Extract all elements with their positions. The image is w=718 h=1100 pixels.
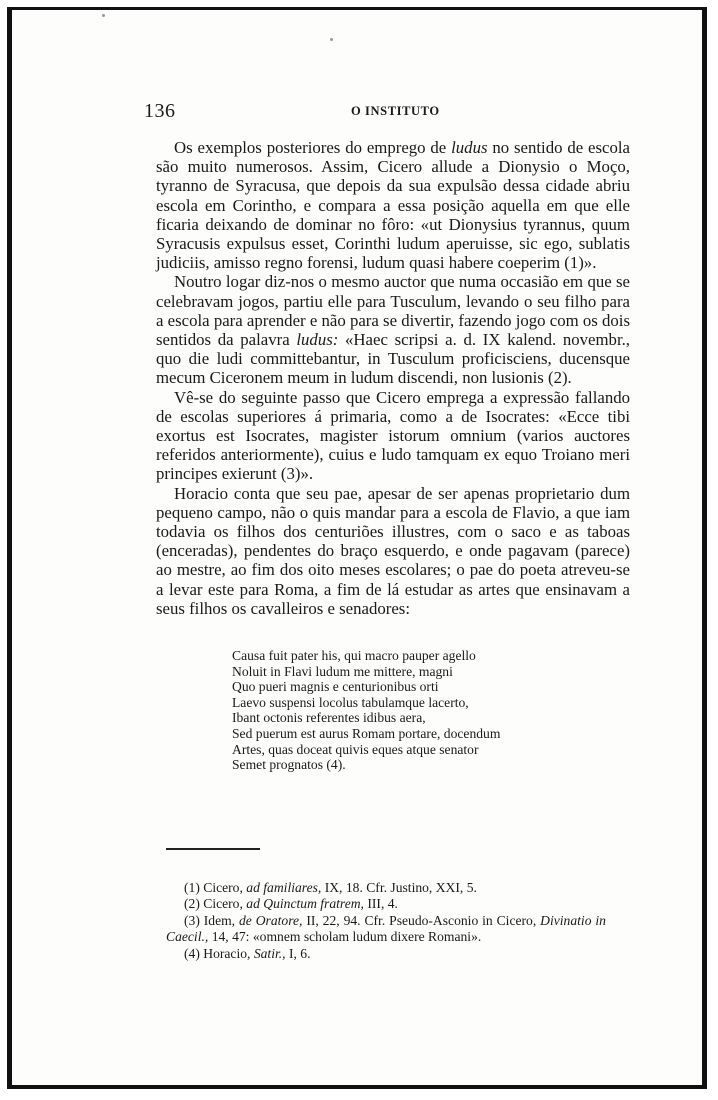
- verse-line: Quo pueri magnis e centurionibus orti: [232, 679, 439, 695]
- text-run: I, 6.: [285, 945, 311, 961]
- verse-line: Semet prognatos (4).: [232, 757, 346, 773]
- verse-line: Noluit in Flavi ludum me mittere, magni: [232, 663, 453, 679]
- paragraph: [156, 138, 630, 272]
- verse-line: Ibant octonis referentes idibus aera,: [232, 710, 426, 726]
- text-run: (3) Idem,: [184, 912, 239, 928]
- text-run: IX, 18. Cfr. Justino, XXI, 5.: [321, 880, 477, 895]
- paragraph: [156, 388, 630, 484]
- footnote: [166, 913, 606, 946]
- text-run: (2) Cicero,: [184, 896, 247, 912]
- italic-text: ludus:: [296, 330, 339, 350]
- running-head: O INSTITUTO: [351, 104, 440, 118]
- italic-text: ludus: [451, 138, 488, 157]
- text-run: Horacio conta que seu pae, apesar de ser apenas proprietario dum pequeno campo, não o quis mandar para a escola de Flavio, a que iam todavia os filhos dos centuriões illustres, com o saco e as taboas (enceradas), pendentes do braço esquerdo, e onde pagavam (parece) ao mestre, ao fim dos oito meses escolares; o pae do poeta atreveu-se a levar este para Roma, a fim de lá estudar as artes que ensinavam a seus filhos os cavalleiros e senadores:: [156, 483, 630, 618]
- verse-line: Causa fuit pater his, qui macro pauper agello: [232, 648, 476, 664]
- text-run: «Haec scripsi a. d. IX kalend. novembr., quo die ludi committebantur, in Tusculum proficisciens, ducensque mecum Ciceronem meum in ludum discendi, non lusionis (2).: [156, 330, 630, 388]
- verse-quotation: [232, 648, 630, 773]
- italic-text: Divinatio in Caecil.,: [166, 912, 606, 945]
- verse-line: Artes, quas doceat quivis eques atque senator: [232, 741, 479, 757]
- text-run: II, 22, 94. Cfr. Pseudo-Asconio in Cicero,: [302, 912, 541, 928]
- footnotes: [166, 880, 606, 962]
- text-run: Os exemplos posteriores do emprego de: [174, 138, 452, 157]
- footnote: [166, 880, 606, 896]
- paper-speck: [102, 14, 105, 17]
- paragraph: [156, 272, 630, 387]
- footnote-rule: [166, 848, 260, 850]
- paper-speck: [330, 38, 333, 41]
- footnote: [166, 896, 606, 912]
- italic-text: ad Quinctum fratrem,: [246, 896, 364, 912]
- page-body: [144, 100, 630, 773]
- text-run: Noutro logar diz-nos o mesmo auctor que numa occasião em que se celebravam jogos, partiu elle para Tusculum, levando o seu filho para a escola para aprender e não para se divertir, fazendo jogo com os dois sentidos da palavra: [156, 272, 630, 350]
- italic-text: de Oratore,: [238, 912, 303, 928]
- text-run: 14, 47: «omnem scholam ludum dixere Romani».: [208, 929, 482, 945]
- text-run: (1) Cicero,: [184, 880, 247, 895]
- text-run: Vê-se do seguinte passo que Cicero emprega a expressão fallando de escolas superiores á primaria, como a de Isocrates: «Ecce tibi exortus est Isocrates, magister istorum omnium (varios auctores referidos anteriormente), cuius e ludo tamquam ex equo Troiano meri principes exierunt (3)».: [156, 387, 630, 484]
- italic-text: ad familiares,: [246, 880, 322, 895]
- text-run: no sentido de escola são muito numerosos. Assim, Cicero allude a Dionysio o Moço, tyranno de Syracusa, que depois da sua expulsão dessa cidade abriu escola em Corintho, e compara a essa posição aquella em que elle ficaria deixando de dominar no fôro: «ut Dionysius tyrannus, quum Syracusis expulsus esset, Corinthi ludum aperuisse, sic ego, sublatis judiciis, amisso regno forensi, ludum quasi habere coeperim (1)».: [156, 138, 630, 273]
- verse-line: Sed puerum est aurus Romam portare, docendum: [232, 726, 501, 742]
- main-text: [156, 138, 630, 618]
- verse-line: Laevo suspensi locolus tabulamque lacerto,: [232, 694, 469, 710]
- page-header: [144, 100, 630, 124]
- italic-text: Satir.,: [253, 945, 286, 961]
- text-run: III, 4.: [363, 896, 398, 912]
- page-number: 136: [144, 100, 176, 122]
- footnote: [166, 946, 606, 962]
- paragraph: [156, 484, 630, 618]
- text-run: (4) Horacio,: [184, 945, 254, 961]
